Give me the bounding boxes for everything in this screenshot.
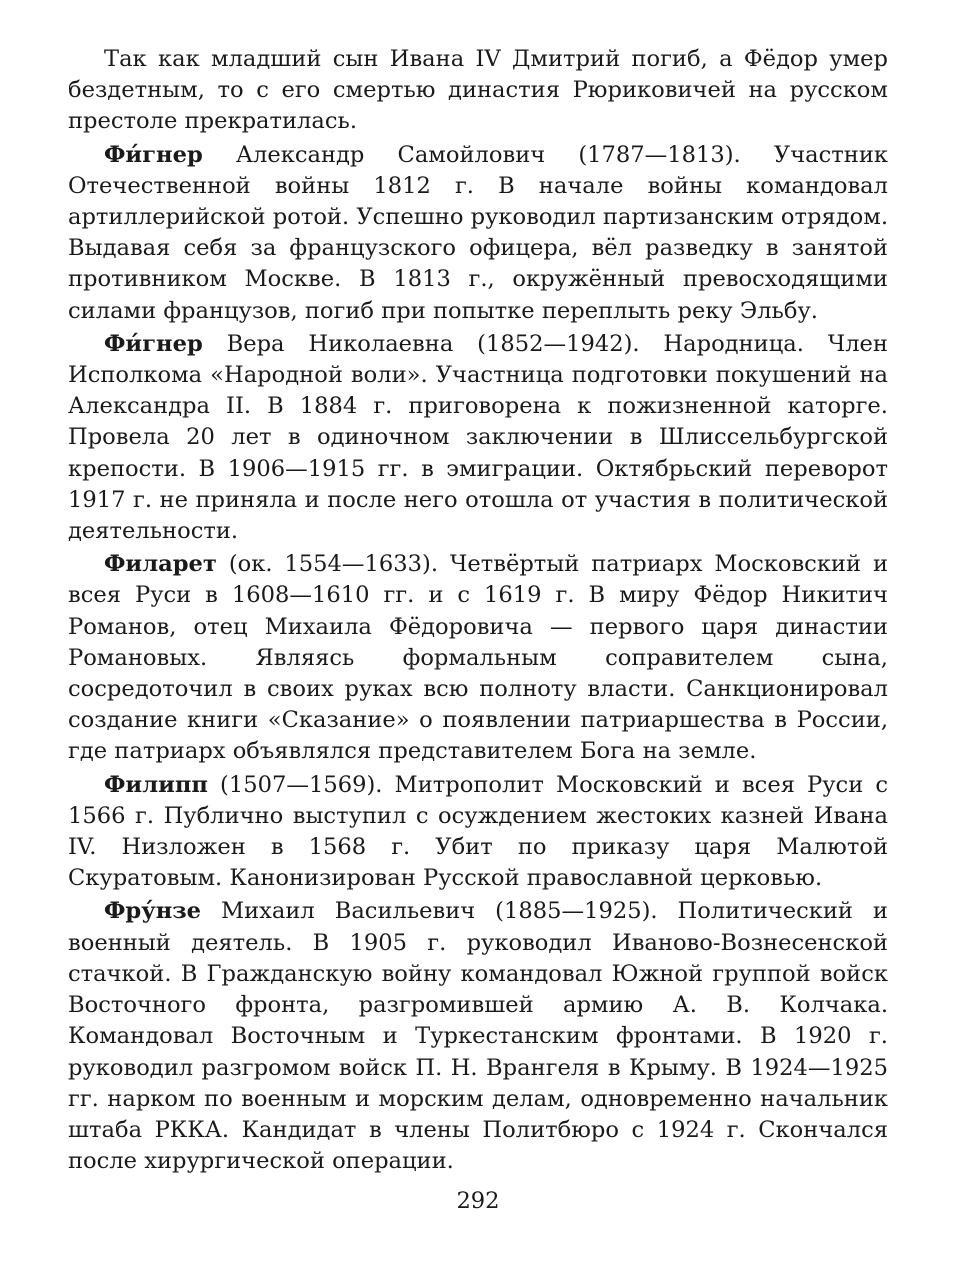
entry-figner-alexander [68,140,888,327]
entry-text: Александр Самойлович (1787—1813). Участник Отечественной войны 1812 г. В начале войны командовал артиллерийской ротой. Успешно руководил партизанским отрядом. Выдавая себя за французского офицера, вёл разведку в занятой противником Москве. В 1813 г., окружённый превосходящими силами французов, погиб при попытке переплыть реку Эльбу. [68,141,889,324]
entry-term: Филипп [104,771,208,798]
entry-text: Вера Николаевна (1852—1942). Народница. Член Исполкома «Народной воли». Участница подготовки покушений на Александра II. В 1884 г. приговорена к пожизненной каторге. Провела 20 лет в одиночном заключении в Шлиссельбургской крепости. В 1906—1915 гг. в эмиграции. Октябрьский переворот 1917 г. не приняла и после него отошла от участия в политической деятельности. [68,330,888,545]
paragraph-text: Так как младший сын Ивана IV Дмитрий погиб, а Фёдор умер бездетным, то с его смертью династия Рюриковичей на русском престоле прекратилась. [68,46,888,135]
entry-figner-vera [68,329,888,547]
entry-term: Фру́нзе [104,898,202,925]
entry-text: (ок. 1554—1633). Четвёртый патриарх Московский и всея Руси в 1608—1610 гг. и с 1619 г. В миру Фёдор Никитич Романов, отец Михаила Фёдоровича — первого царя династии Романовых. Являясь формальным соправителем сына, сосредоточил в своих руках всю полноту власти. Санкционировал создание книги «Сказание» о появлении патриаршества в России, где патриарх объявлялся представителем Бога на земле. [68,551,888,765]
entry-term: Фи́гнер [104,141,203,168]
entry-frunze [68,896,888,1177]
entry-filaret [68,549,888,767]
entry-text: Михаил Васильевич (1885—1925). Политический и военный деятель. В 1905 г. руководил Иваново-Вознесенской стачкой. В Гражданскую войну командовал Южной группой войск Восточного фронта, разгромившей армию А. В. Колчака. Командовал Восточным и Туркестанским фронтами. В 1920 г. руководил разгромом войск П. Н. Врангеля в Крыму. В 1924—1925 гг. нарком по военным и морским делам, одновременно начальник штаба РККА. Кандидат в члены Политбюро с 1924 г. Скончался после хирургической операции. [68,898,888,1175]
page-number: 292 [456,1188,500,1214]
entry-text: (1507—1569). Митрополит Московский и всея Руси с 1566 г. Публично выступил с осуждением жестоких казней Ивана IV. Низложен в 1568 г. Убит по приказу царя Малютой Скуратовым. Канонизирован Русской православной церковью. [68,771,888,892]
paragraph-rurikids-end [68,44,888,138]
entry-filipp [68,770,888,895]
page-body [68,44,888,1179]
entry-term: Фи́гнер [104,330,203,357]
entry-term: Филарет [104,551,217,578]
